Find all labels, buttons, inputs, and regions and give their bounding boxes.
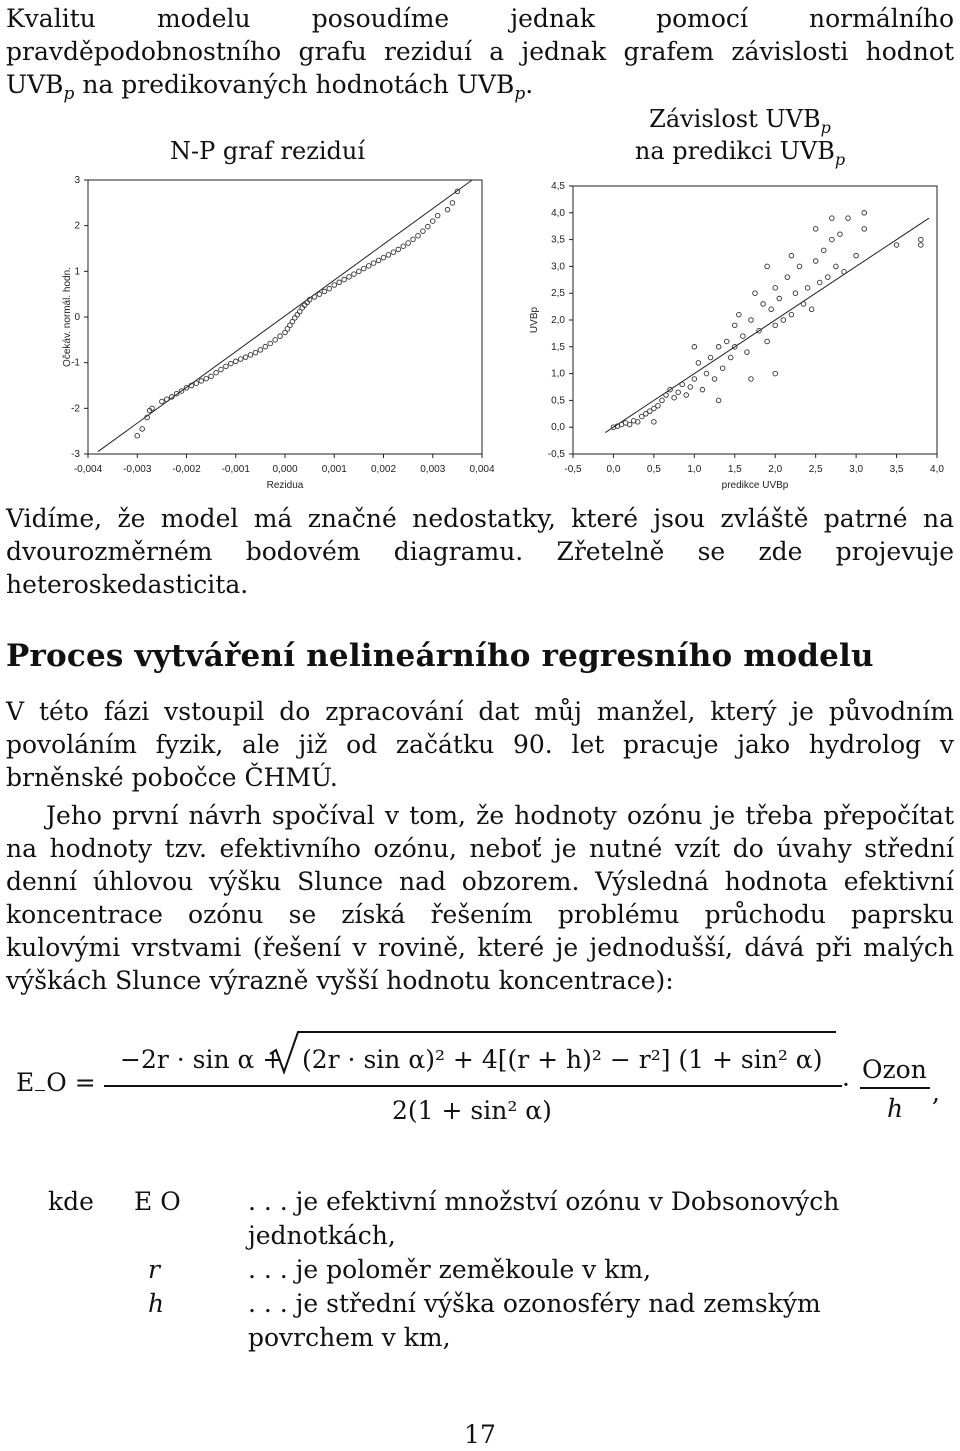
- data-point: [401, 244, 406, 249]
- x-tick-label: -0,5: [564, 464, 582, 475]
- data-point: [838, 232, 843, 237]
- definition-row: [6, 1287, 954, 1355]
- data-point: [317, 292, 322, 297]
- data-point: [676, 390, 681, 395]
- data-point: [720, 366, 725, 371]
- data-point: [248, 353, 253, 358]
- equation-ozon: Ozon: [862, 1055, 927, 1084]
- y-tick-label: 4,0: [551, 207, 565, 219]
- y-tick-label: -0,5: [547, 449, 565, 460]
- data-point: [352, 272, 357, 277]
- y-tick-label: 0,5: [551, 395, 565, 407]
- data-point: [696, 361, 701, 366]
- data-point: [421, 229, 426, 234]
- data-point: [214, 370, 219, 375]
- fraction-bar: [104, 1085, 842, 1087]
- data-point: [745, 350, 750, 355]
- data-point: [327, 286, 332, 291]
- data-point: [862, 227, 867, 232]
- data-point: [406, 241, 411, 246]
- chart-right-title-line1: Závislost $UVB_p$: [649, 105, 831, 137]
- equation-numerator-left: −2r · sin α +: [120, 1045, 284, 1074]
- x-tick-label: 0,003: [420, 464, 446, 475]
- data-point: [660, 398, 665, 403]
- x-tick-label: -0,002: [172, 464, 201, 475]
- data-point: [376, 258, 381, 263]
- data-point: [278, 334, 283, 339]
- equation-denominator: 2(1 + sin² α): [392, 1096, 552, 1125]
- data-point: [789, 253, 794, 258]
- x-tick-label: -0,001: [221, 464, 250, 475]
- data-point: [737, 312, 742, 317]
- data-point: [724, 339, 729, 344]
- data-point: [797, 264, 802, 269]
- y-tick-label: 3,5: [551, 234, 565, 246]
- data-point: [765, 339, 770, 344]
- data-point: [894, 243, 899, 248]
- x-tick-label: 0,002: [370, 464, 397, 475]
- x-axis-label: Rezidua: [266, 480, 304, 490]
- data-point: [753, 291, 758, 296]
- data-point: [263, 344, 268, 349]
- x-tick-label: 2,5: [808, 464, 823, 475]
- data-point: [450, 201, 455, 206]
- x-tick-label: 2,0: [768, 464, 783, 475]
- paragraph-husband: V této fázi vstoupil do zpracování dat můj manžel, který je původním povoláním fyzik, ale již od začátku 90. let pracuje jako hydrolog v brněnské pobočce ČHMÚ.: [6, 697, 954, 792]
- uvb-scatter-chart: [525, 160, 955, 490]
- definition-symbol: h: [148, 1289, 165, 1318]
- x-tick-label: -0,003: [123, 464, 152, 475]
- x-tick-label: 3,5: [889, 464, 904, 475]
- data-point: [140, 427, 145, 432]
- reference-line: [98, 180, 472, 452]
- data-point: [773, 371, 778, 376]
- data-point: [830, 237, 835, 242]
- data-point: [749, 318, 754, 323]
- data-point: [233, 359, 238, 364]
- data-point: [919, 243, 924, 248]
- data-point: [243, 355, 248, 360]
- data-point: [680, 382, 685, 387]
- data-point: [793, 291, 798, 296]
- data-point: [229, 361, 234, 366]
- data-point: [688, 385, 693, 390]
- y-tick-label: 1,5: [551, 341, 565, 353]
- data-point: [273, 338, 278, 343]
- np-residual-chart: [60, 160, 500, 490]
- x-tick-label: 0,004: [469, 464, 495, 475]
- y-axis-label: Očekáv. normál. hodn.: [62, 267, 73, 367]
- data-point: [347, 275, 352, 280]
- data-point: [773, 286, 778, 291]
- y-tick-label: 3: [74, 175, 80, 186]
- data-point: [135, 433, 140, 438]
- data-point: [337, 280, 342, 285]
- data-point: [809, 307, 814, 312]
- y-tick-label: 0: [74, 312, 80, 323]
- x-tick-label: -0,004: [73, 464, 103, 475]
- y-tick-label: 2: [74, 220, 80, 232]
- x-tick-label: 3,0: [849, 464, 864, 475]
- data-point: [826, 275, 831, 280]
- y-tick-label: 1,0: [551, 368, 565, 380]
- paragraph-effective-ozone: Jeho první návrh spočíval v tom, že hodnoty ozónu je třeba přepočítat na hodnoty tzv. efektivního ozónu, neboť je nutné vzít do úvahy střední denní úhlovou výšku Slunce nad obzorem. Výsledná hodnota efektivní koncentrace ozónu se získá řešením problému průchodu paprsku kulovými vrstvami (řešení v rovině, které je jednodušší, dává při malých výškách Slunce výrazně vyšší hodnotu koncentrace):: [6, 801, 954, 995]
- data-point: [357, 269, 362, 274]
- definition-text: . . . je střední výška ozonosféry nad zemským povrchem v km,: [248, 1289, 821, 1352]
- data-point: [204, 376, 209, 381]
- definition-row: [6, 1253, 954, 1287]
- definitions-kde: kde: [48, 1187, 94, 1216]
- data-point: [322, 289, 327, 294]
- data-point: [854, 253, 859, 258]
- data-point: [716, 398, 721, 403]
- data-point: [700, 387, 705, 392]
- x-axis-label: predikce UVBp: [721, 480, 789, 490]
- data-point: [789, 312, 794, 317]
- definition-symbol: E O: [134, 1187, 181, 1216]
- data-point: [712, 377, 717, 382]
- paragraph-heteroskedasticity: Vidíme, že model má značné nedostatky, které jsou zvláště patrné na dvourozměrném bodovém diagramu. Zřetelně se zde projevuje heteroskedasticita.: [6, 504, 954, 599]
- data-point: [366, 264, 371, 269]
- x-tick-label: 0,0: [606, 464, 621, 475]
- data-point: [692, 377, 697, 382]
- y-tick-label: 1: [74, 266, 80, 278]
- data-point: [258, 348, 263, 353]
- data-point: [430, 219, 435, 224]
- equation-dot: ·: [842, 1070, 850, 1099]
- data-point: [435, 213, 440, 218]
- y-tick-label: 2,5: [551, 288, 565, 300]
- data-point: [684, 393, 689, 398]
- chart-right-title-line2: na predikci $UVB_p$: [634, 137, 846, 169]
- data-point: [391, 250, 396, 255]
- data-point: [919, 237, 924, 242]
- data-point: [785, 275, 790, 280]
- equation-numerator-root: (2r · sin α)² + 4[(r + h)² − r²] (1 + sin² α): [302, 1045, 823, 1074]
- y-tick-label: 2,0: [551, 315, 565, 326]
- data-point: [862, 211, 867, 216]
- x-tick-label: 0,5: [646, 464, 661, 475]
- data-point: [672, 395, 677, 400]
- data-point: [749, 377, 754, 382]
- data-point: [716, 345, 721, 350]
- data-point: [312, 295, 317, 300]
- fraction-bar-2: [860, 1087, 930, 1089]
- data-point: [293, 316, 298, 321]
- page-number: 17: [464, 1420, 496, 1449]
- data-point: [813, 227, 818, 232]
- data-point: [445, 207, 450, 212]
- data-point: [830, 216, 835, 221]
- definitions: [6, 1185, 954, 1355]
- equation-comma: ,: [932, 1078, 940, 1107]
- equation-h: h: [887, 1094, 904, 1123]
- y-tick-label: 3,0: [551, 261, 565, 273]
- y-tick-label: -3: [71, 449, 80, 460]
- data-point: [732, 323, 737, 328]
- intro-paragraph: Kvalitu modelu posoudíme jednak pomocí normálního pravděpodobnostního grafu reziduí a jednak grafem závislosti hodnot $UVB_p$ na predikovaných hodnotách $UVB_p$.: [6, 4, 954, 104]
- plot-frame: [573, 186, 937, 454]
- data-point: [777, 296, 782, 301]
- plot-frame: [88, 180, 482, 454]
- definition-symbol: r: [148, 1255, 160, 1284]
- data-point: [821, 248, 826, 253]
- data-point: [362, 266, 367, 271]
- definition-row: [6, 1185, 954, 1253]
- data-point: [253, 350, 258, 355]
- data-point: [781, 318, 786, 323]
- data-point: [396, 247, 401, 252]
- data-point: [761, 302, 766, 307]
- equation-lhs: E O =: [16, 1068, 96, 1097]
- x-tick-label: 1,0: [687, 464, 702, 475]
- data-point: [199, 379, 204, 384]
- data-point: [813, 259, 818, 264]
- data-point: [652, 420, 657, 425]
- y-tick-label: 4,5: [551, 181, 565, 192]
- data-point: [817, 280, 822, 285]
- data-point: [769, 307, 774, 312]
- y-tick-label: -2: [71, 403, 80, 415]
- section-title: Proces vytváření nelineárního regresního modelu: [6, 638, 874, 674]
- data-point: [411, 237, 416, 242]
- y-axis-label: UVBp: [529, 306, 540, 334]
- y-tick-label: 0,0: [551, 422, 565, 434]
- data-point: [773, 323, 778, 328]
- definition-text: . . . je poloměr zeměkoule v km,: [248, 1255, 652, 1284]
- data-point: [801, 302, 806, 307]
- data-point: [704, 371, 709, 376]
- data-point: [741, 334, 746, 339]
- x-tick-label: 1,5: [727, 464, 742, 475]
- x-tick-label: 0,000: [272, 464, 298, 475]
- data-point: [224, 364, 229, 369]
- data-point: [664, 393, 669, 398]
- data-point: [194, 381, 199, 386]
- data-point: [728, 355, 733, 360]
- reference-line: [605, 218, 929, 432]
- data-point: [209, 374, 214, 379]
- data-point: [692, 345, 697, 350]
- data-point: [238, 357, 243, 362]
- data-point: [842, 269, 847, 274]
- data-point: [416, 233, 421, 238]
- data-point: [627, 422, 632, 427]
- data-point: [386, 253, 391, 258]
- y-tick-label: -1: [71, 357, 80, 369]
- data-point: [219, 367, 224, 372]
- data-point: [765, 264, 770, 269]
- data-point: [160, 399, 165, 404]
- data-point: [371, 261, 376, 266]
- data-point: [834, 264, 839, 269]
- data-point: [656, 403, 661, 408]
- data-point: [342, 277, 347, 282]
- x-tick-label: 4,0: [930, 464, 944, 475]
- data-point: [708, 355, 713, 360]
- data-point: [426, 224, 431, 229]
- data-point: [295, 312, 300, 317]
- data-point: [268, 341, 273, 346]
- x-tick-label: 0,001: [321, 464, 347, 475]
- data-point: [165, 397, 170, 402]
- data-point: [805, 286, 810, 291]
- data-point: [381, 255, 386, 260]
- chart-left-title: N-P graf reziduí: [170, 137, 366, 165]
- data-point: [846, 216, 851, 221]
- definition-text: . . . je efektivní množství ozónu v Dobsonových jednotkách,: [248, 1187, 840, 1250]
- data-point: [332, 283, 337, 288]
